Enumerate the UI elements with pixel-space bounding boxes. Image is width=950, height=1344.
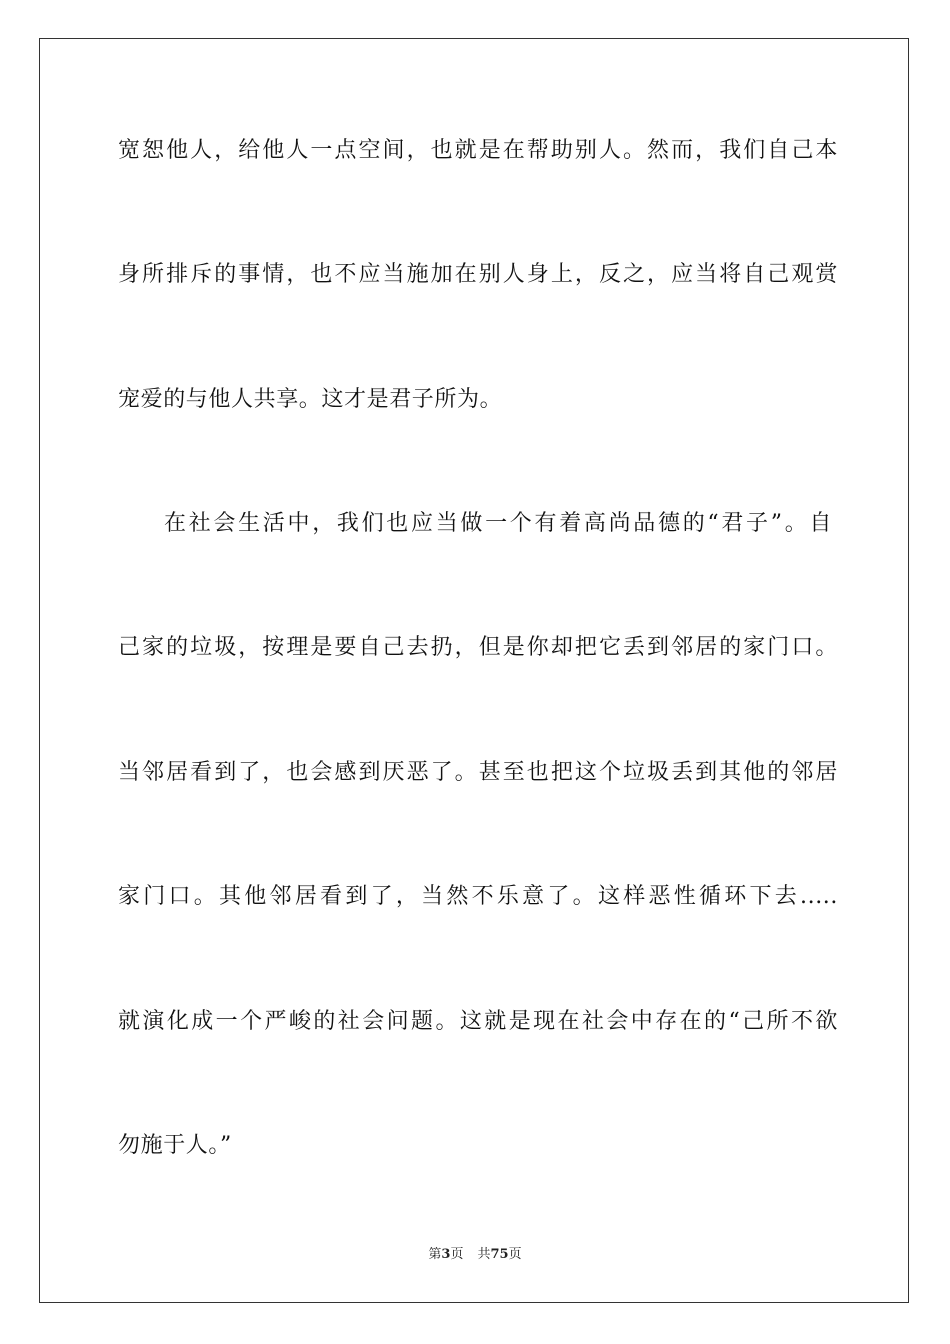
- text-line-7: 家门口。其他邻居看到了，当然不乐意了。这样恶性循环下去.....: [118, 884, 838, 909]
- page-border: [39, 38, 909, 1303]
- text-line-6: 当邻居看到了，也会感到厌恶了。甚至也把这个垃圾丢到其他的邻居: [118, 760, 838, 785]
- text-line-8: 就演化成一个严峻的社会问题。这就是现在社会中存在的“己所不欲: [118, 1009, 838, 1034]
- text-line-3: 宠爱的与他人共享。这才是君子所为。: [118, 387, 503, 412]
- page-footer: [0, 1246, 950, 1264]
- text-line-2: 身所排斥的事情，也不应当施加在别人身上，反之，应当将自己观赏: [118, 262, 838, 287]
- text-line-5: 己家的垃圾，按理是要自己去扔，但是你却把它丢到邻居的家门口。: [118, 635, 838, 660]
- page-number-label: 第3页: [428, 1247, 464, 1262]
- text-line-9: 勿施于人。”: [118, 1133, 232, 1158]
- total-pages-label: 共75页: [477, 1247, 522, 1262]
- paragraph-2-line-1: 在社会生活中，我们也应当做一个有着高尚品德的“君子”。自: [164, 511, 832, 536]
- text-line-1: 宽恕他人，给他人一点空间，也就是在帮助别人。然而，我们自己本: [118, 138, 838, 163]
